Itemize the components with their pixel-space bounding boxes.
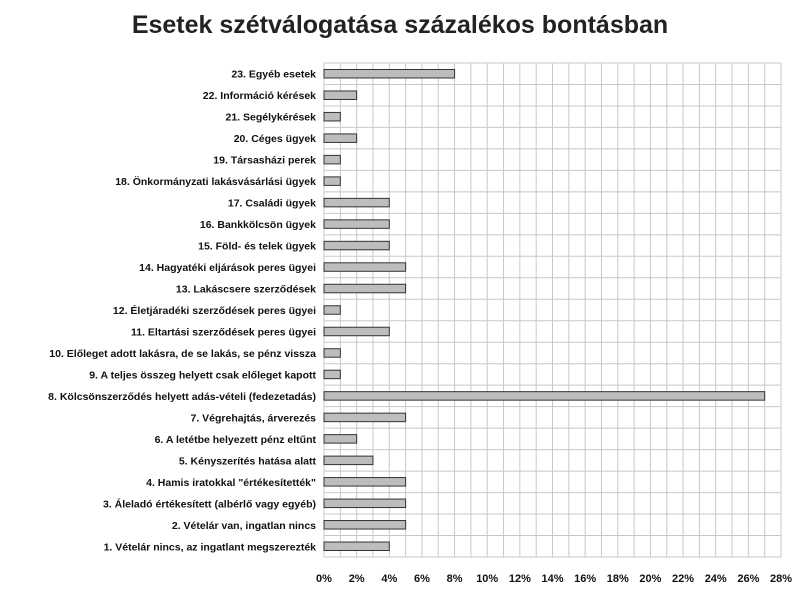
bar <box>324 521 406 530</box>
bar <box>324 435 357 444</box>
category-labels <box>48 69 316 554</box>
bar <box>324 542 389 551</box>
category-label: 11. Eltartási szerződések peres ügyei <box>130 326 316 339</box>
x-axis-tick-labels <box>316 573 792 585</box>
category-label: 16. Bankkölcsön ügyek <box>199 219 316 232</box>
bar <box>324 198 389 207</box>
category-label: 21. Segélykérések <box>225 111 316 124</box>
category-label: 23. Egyéb esetek <box>231 68 316 81</box>
x-tick-label: 24% <box>704 573 727 585</box>
x-tick-label: 28% <box>769 573 793 585</box>
x-tick-label: 26% <box>737 573 760 585</box>
chart-title: Esetek szétválogatása százalékos bontásban <box>131 11 669 39</box>
bar <box>324 134 357 143</box>
bar <box>324 306 340 315</box>
bar <box>324 220 389 229</box>
bar <box>324 112 340 121</box>
x-tick-label: 12% <box>508 573 531 585</box>
bar <box>324 91 357 100</box>
bar <box>324 499 406 508</box>
category-label: 9. A teljes összeg helyett csak előleget kapott <box>89 369 316 382</box>
bar <box>324 478 406 487</box>
x-tick-label: 18% <box>606 573 629 585</box>
category-label: 10. Előleget adott lakásra, de se lakás, se pénz vissza <box>49 347 316 360</box>
bar <box>324 241 389 250</box>
bar <box>324 327 389 336</box>
x-tick-label: 4% <box>381 573 398 585</box>
x-tick-label: 22% <box>672 573 695 585</box>
category-label: 20. Céges ügyek <box>233 133 316 146</box>
category-label: 19. Társasházi perek <box>213 154 316 167</box>
bar <box>324 263 406 272</box>
x-tick-label: 0% <box>316 573 332 585</box>
category-label: 4. Hamis iratokkal "értékesítették" <box>146 476 316 489</box>
bar <box>324 69 455 78</box>
x-tick-label: 16% <box>574 573 597 585</box>
category-label: 13. Lakáscsere szerződések <box>175 283 316 296</box>
bar <box>324 349 340 358</box>
bars <box>324 69 765 550</box>
bar <box>324 392 765 401</box>
category-label: 17. Családi ügyek <box>227 197 316 210</box>
category-label: 14. Hagyatéki eljárások peres ügyei <box>139 262 316 275</box>
category-label: 1. Vételár nincs, az ingatlant megszerezték <box>103 541 316 554</box>
category-label: 7. Végrehajtás, árverezés <box>190 412 316 425</box>
x-tick-label: 10% <box>476 573 499 585</box>
category-label: 5. Kényszerítés hatása alatt <box>178 455 316 468</box>
bar <box>324 155 340 164</box>
x-tick-label: 20% <box>639 573 662 585</box>
category-label: 8. Kölcsönszerződés helyett adás-vételi (fedezetadás) <box>48 390 316 403</box>
category-label: 18. Önkormányzati lakásvásárlási ügyek <box>115 176 316 189</box>
category-label: 22. Információ kérések <box>202 90 316 103</box>
x-tick-label: 2% <box>348 573 365 585</box>
bar <box>324 177 340 186</box>
x-tick-label: 6% <box>413 573 430 585</box>
bar <box>324 456 373 465</box>
bar <box>324 284 406 293</box>
x-tick-label: 8% <box>446 573 463 585</box>
x-tick-label: 14% <box>541 573 564 585</box>
category-label: 15. Föld- és telek ügyek <box>198 240 316 253</box>
bar <box>324 413 406 422</box>
category-label: 2. Vételár van, ingatlan nincs <box>171 519 316 532</box>
bar <box>324 370 340 379</box>
category-label: 6. A letétbe helyezett pénz eltűnt <box>154 433 316 446</box>
category-label: 12. Életjáradéki szerződések peres ügyei <box>112 305 316 317</box>
category-label: 3. Áleladó értékesített (albérlő vagy egyéb) <box>103 498 316 511</box>
